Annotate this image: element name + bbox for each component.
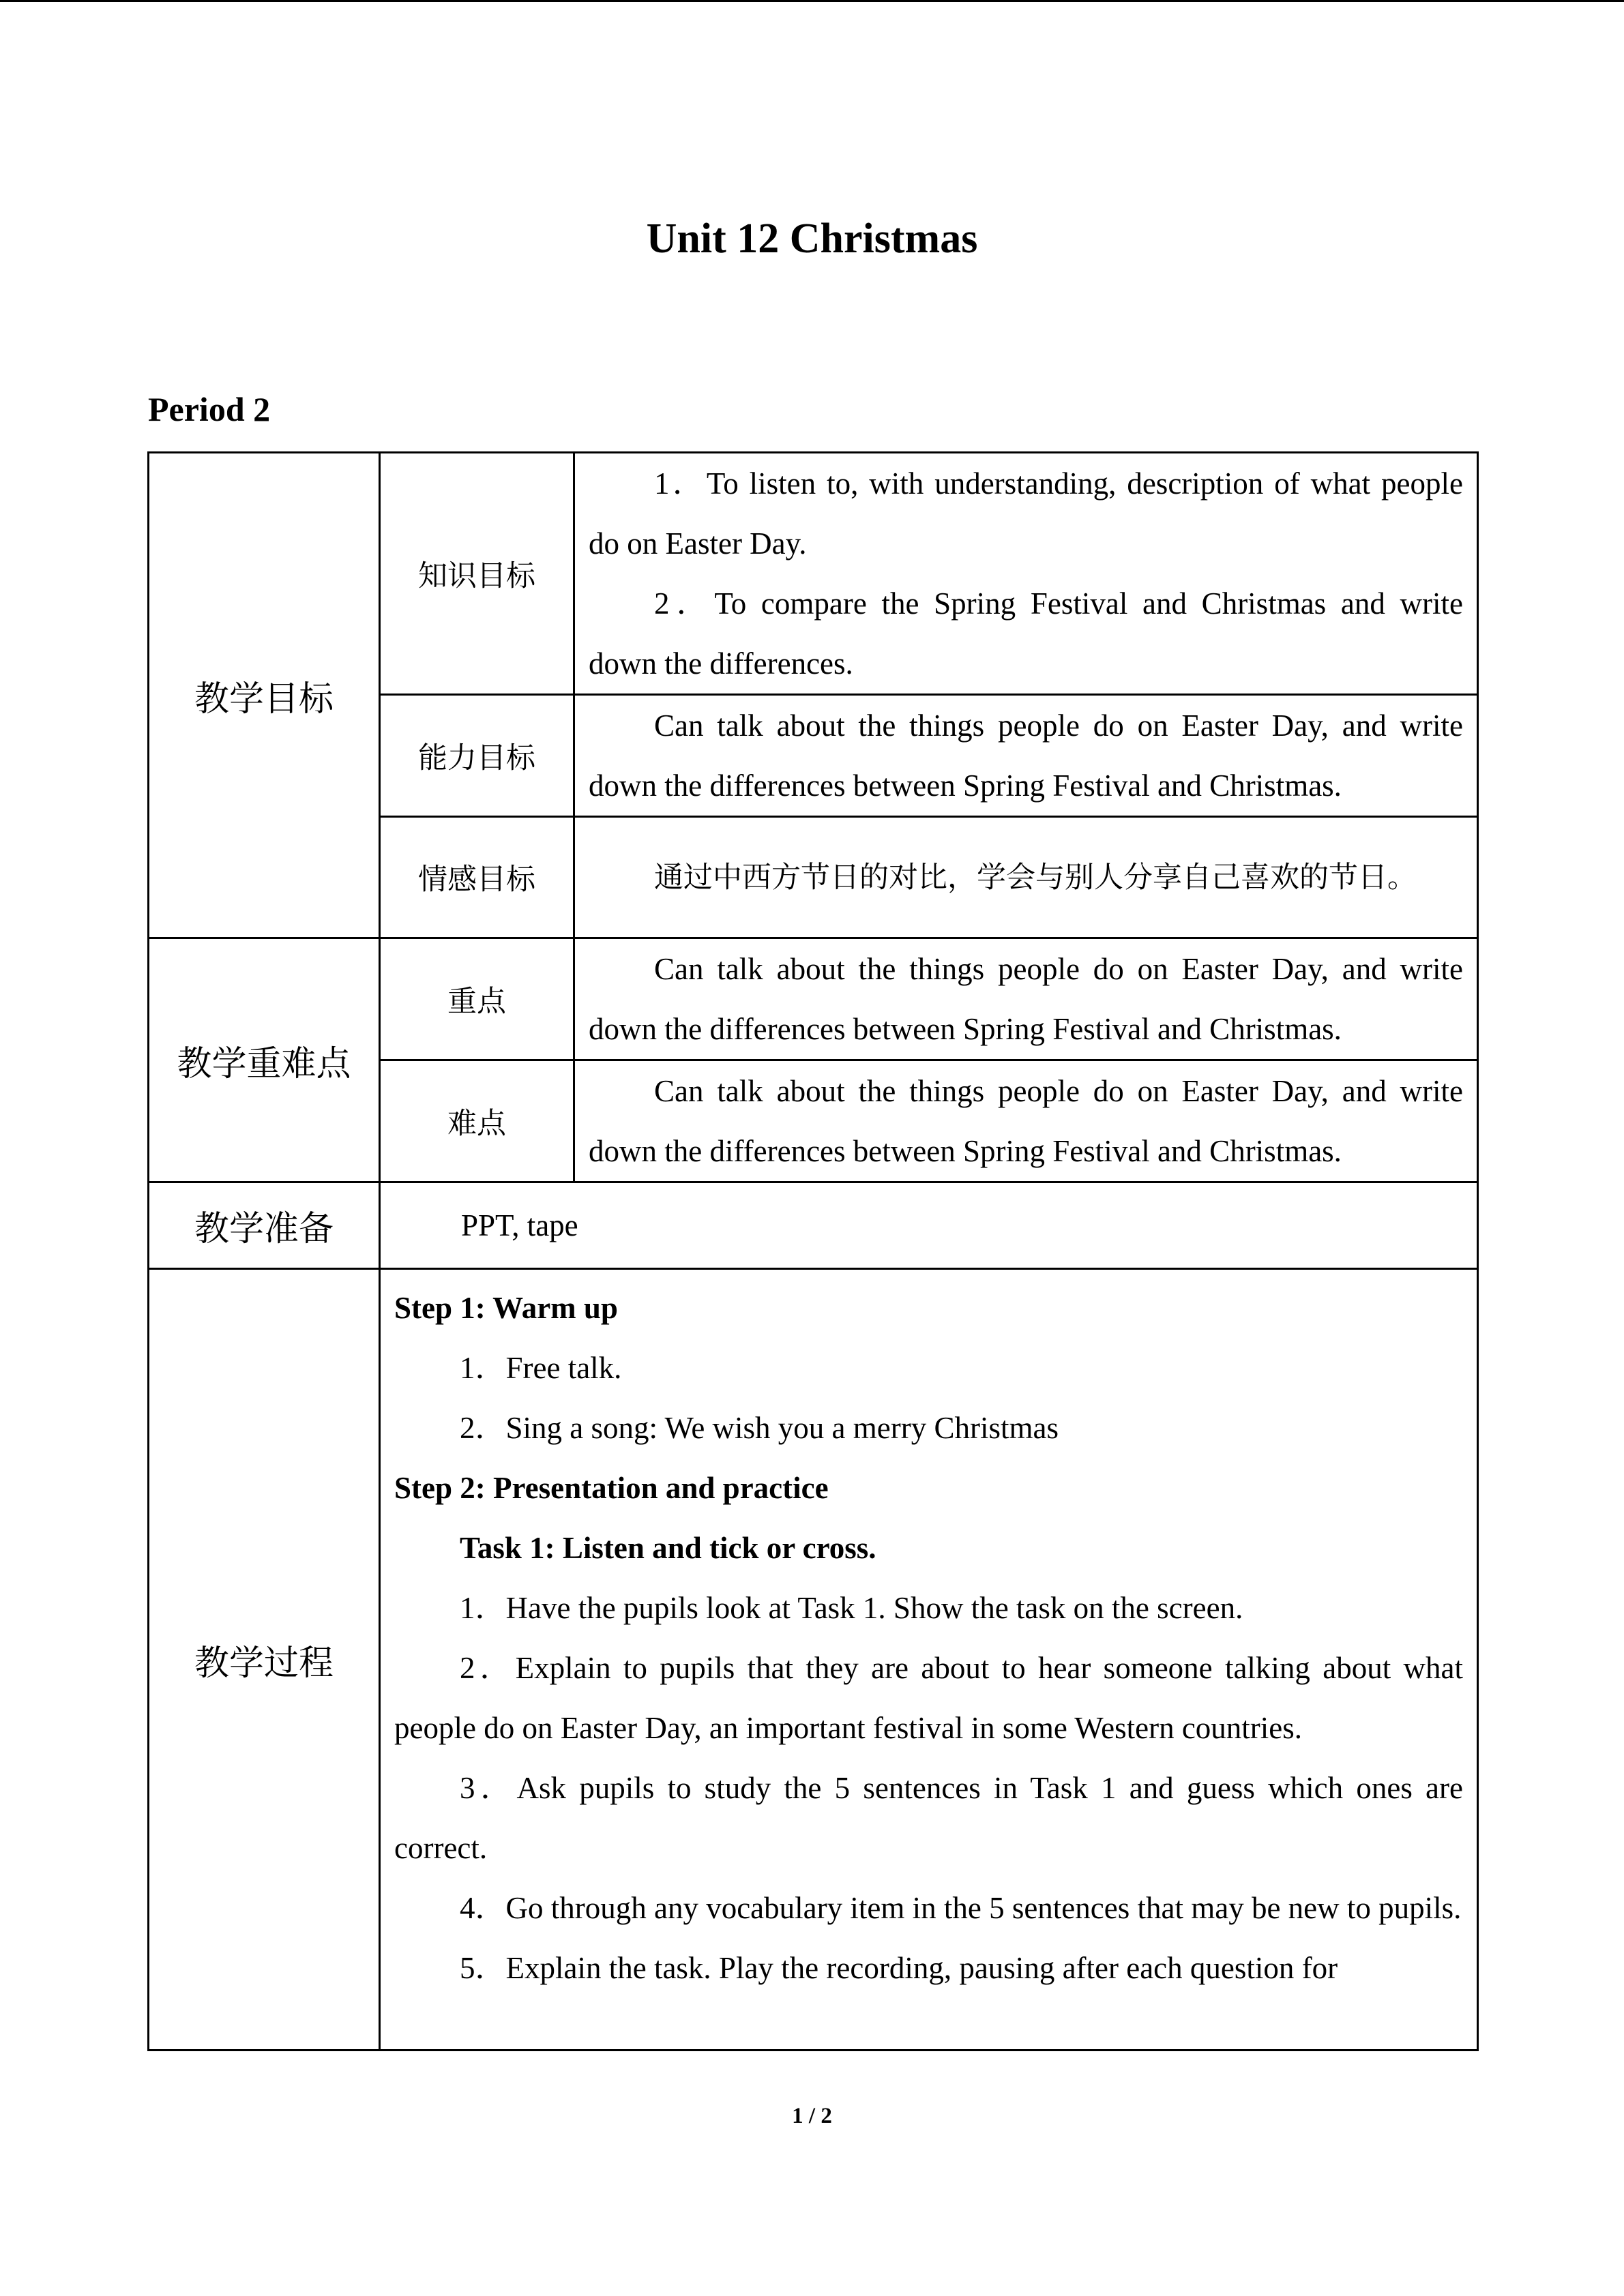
difficulty-content bbox=[574, 1060, 1478, 1182]
objectives-knowledge-row bbox=[149, 453, 1478, 695]
ability-objective-text: Can talk about the things people do on Easter Day, and write down the differences between Spring Festival and Christmas. bbox=[589, 709, 1463, 803]
objectives-label: 教学目标 bbox=[149, 453, 380, 938]
knowledge-objective-item: 2．To compare the Spring Festival and Christmas and write down the differences. bbox=[589, 586, 1463, 681]
step-heading: Step 1: Warm up bbox=[394, 1291, 618, 1325]
process-row bbox=[149, 1269, 1478, 2051]
process-item: 4．Go through any vocabulary item in the 5 sentences that may be new to pupils. bbox=[460, 1891, 1462, 1925]
knowledge-objective-content bbox=[574, 453, 1478, 695]
preparation-row bbox=[149, 1182, 1478, 1269]
emotion-objective-content bbox=[574, 817, 1478, 938]
process-item: 2．Explain to pupils that they are about to hear someone talking about what people do on Easter Day, an important festival in some Western countries. bbox=[394, 1651, 1463, 1745]
ability-objective-label: 能力目标 bbox=[380, 695, 574, 817]
step-heading: Step 2: Presentation and practice bbox=[394, 1471, 829, 1505]
difficulty-text: Can talk about the things people do on Easter Day, and write down the differences between Spring Festival and Christmas. bbox=[589, 1074, 1463, 1168]
document-title: Unit 12 Christmas bbox=[646, 215, 978, 262]
process-content bbox=[380, 1269, 1478, 2051]
page-number: 1 / 2 bbox=[792, 2104, 832, 2128]
process-item: 2．Sing a song: We wish you a merry Christmas bbox=[460, 1411, 1059, 1445]
task-heading: Task 1: Listen and tick or cross. bbox=[460, 1531, 876, 1565]
process-item: 5．Explain the task. Play the recording, pausing after each question for bbox=[460, 1951, 1338, 1985]
process-item: 1．Have the pupils look at Task 1. Show the task on the screen. bbox=[460, 1591, 1243, 1625]
key-points-label: 教学重难点 bbox=[149, 938, 380, 1182]
preparation-label: 教学准备 bbox=[149, 1182, 380, 1269]
process-item: 3．Ask pupils to study the 5 sentences in Task 1 and guess which ones are correct. bbox=[394, 1771, 1463, 1865]
top-border-line bbox=[0, 0, 1624, 2]
process-label: 教学过程 bbox=[149, 1269, 380, 2051]
focus-label: 重点 bbox=[380, 938, 574, 1060]
focus-content bbox=[574, 938, 1478, 1060]
focus-text: Can talk about the things people do on Easter Day, and write down the differences between Spring Festival and Christmas. bbox=[589, 952, 1463, 1046]
ability-objective-content bbox=[574, 695, 1478, 817]
period-heading: Period 2 bbox=[148, 390, 271, 428]
lesson-plan-table bbox=[147, 451, 1479, 2051]
knowledge-objective-label: 知识目标 bbox=[380, 453, 574, 695]
knowledge-objective-item: 1．To listen to, with understanding, description of what people do on Easter Day. bbox=[589, 466, 1463, 561]
preparation-content: PPT, tape bbox=[380, 1182, 1478, 1269]
key-point-row bbox=[149, 938, 1478, 1060]
emotion-objective-label: 情感目标 bbox=[380, 817, 574, 938]
emotion-objective-text: 通过中西方节日的对比，学会与别人分享自己喜欢的节日。 bbox=[654, 860, 1417, 895]
difficulty-label: 难点 bbox=[380, 1060, 574, 1182]
process-item: 1．Free talk. bbox=[460, 1351, 622, 1385]
